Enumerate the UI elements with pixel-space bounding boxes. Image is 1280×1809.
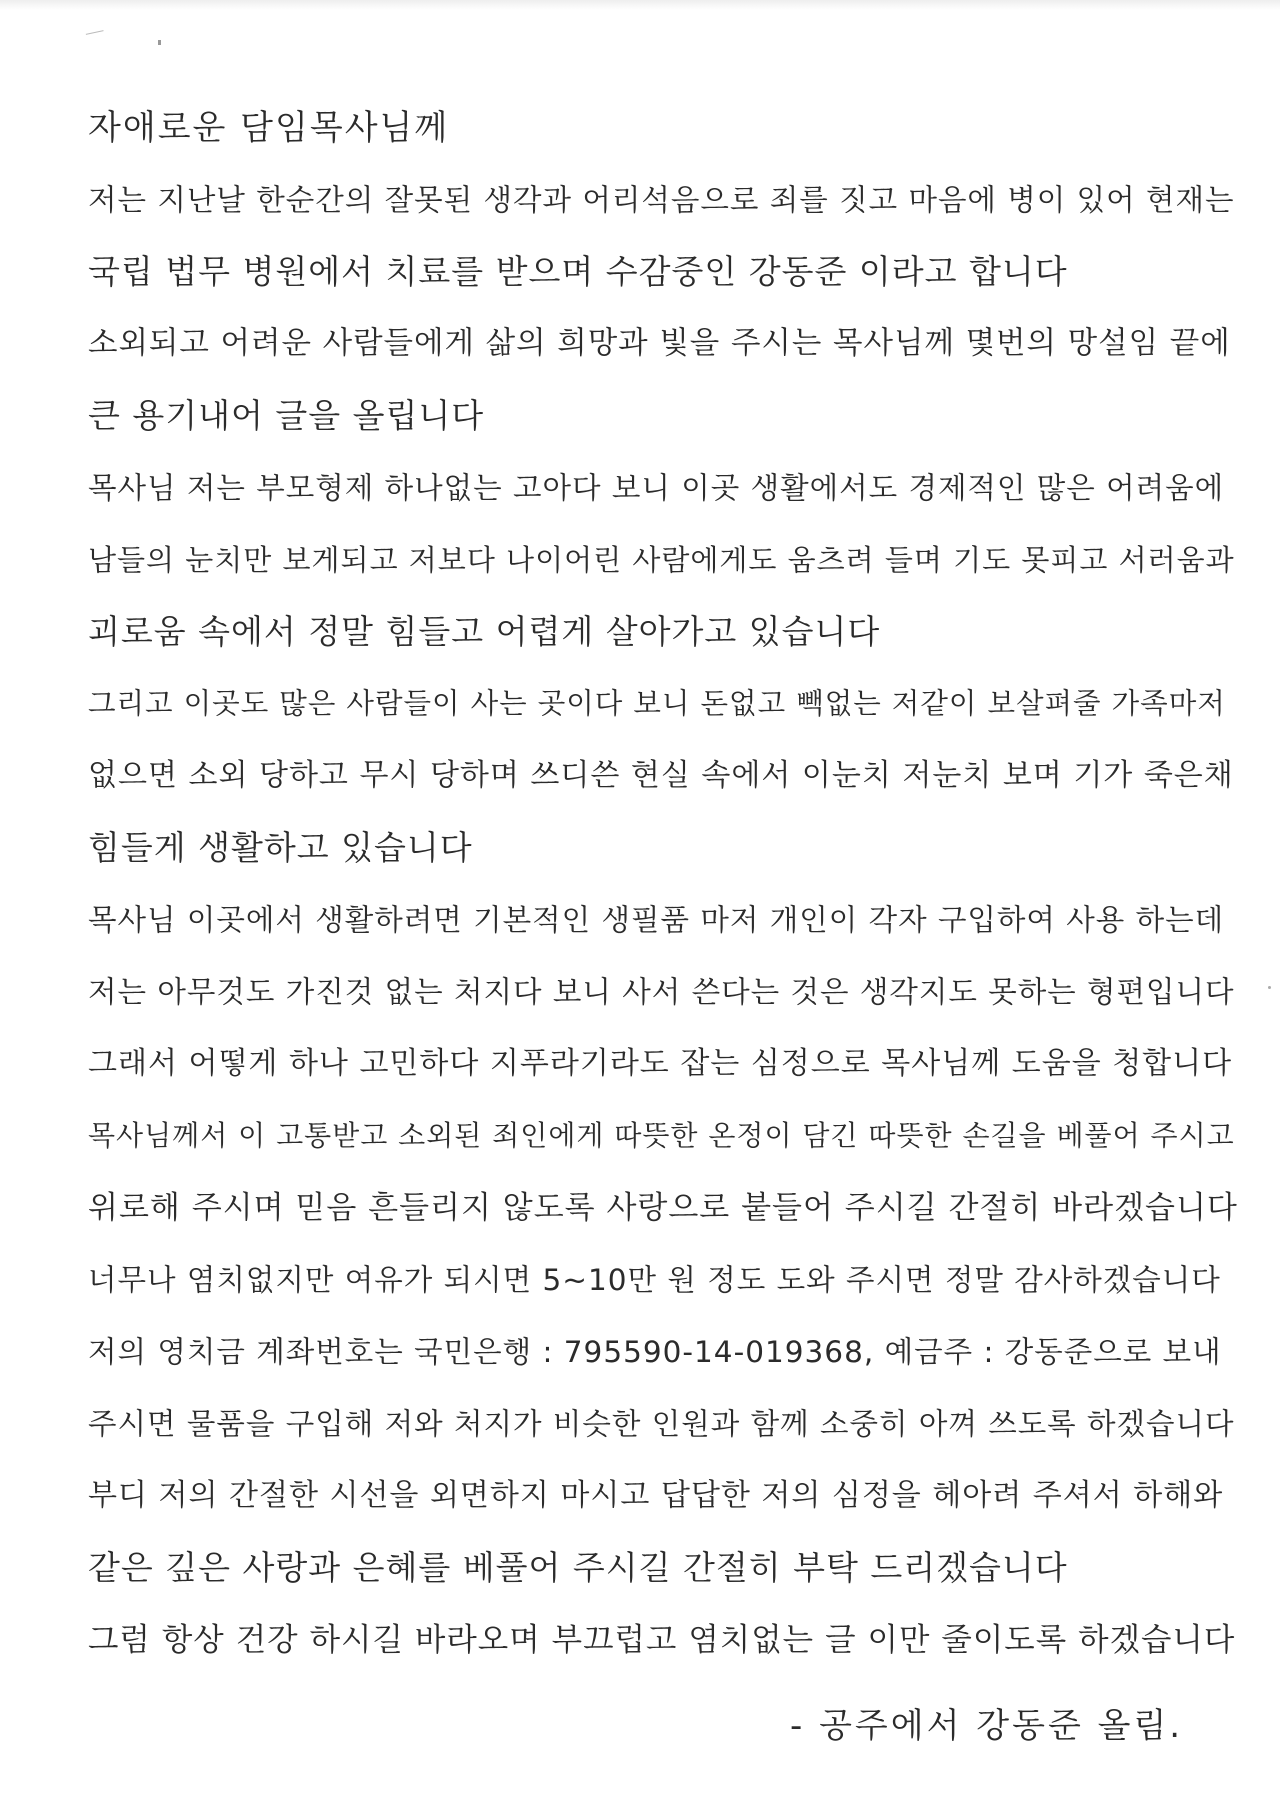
letter-line: 그리고 이곳도 많은 사람들이 사는 곳이다 보니 돈없고 빽없는 저같이 보살펴줄 가족마저 [88, 687, 1226, 720]
letter-line: 국립 법무 병원에서 치료를 받으며 수감중인 강동준 이라고 합니다 [88, 252, 1068, 291]
letter-line: 목사님 저는 부모형제 하나없는 고아다 보니 이곳 생활에서도 경제적인 많은 어려움에 [88, 471, 1225, 505]
letter-line: 같은 깊은 사랑과 은혜를 베풀어 주시길 간절히 부탁 드리겠습니다 [88, 1548, 1068, 1587]
letter-body [88, 92, 1238, 1676]
letter-line: 주시면 물품을 구입해 저와 처지가 비슷한 인원과 함께 소중히 아껴 쓰도록 하겠습니다 [88, 1407, 1235, 1441]
letter-salutation: 자애로운 담임목사님께 [88, 108, 450, 148]
letter-line: 저의 영치금 계좌번호는 국민은행 : 795590-14-019368, 예금주 : 강동준으로 보내 [88, 1335, 1222, 1369]
letter-line: 큰 용기내어 글을 올립니다 [88, 396, 485, 435]
letter-line: 소외되고 어려운 사람들에게 삶의 희망과 빛을 주시는 목사님께 몇번의 망설임 끝에 [88, 326, 1231, 361]
letter-line: 너무나 염치없지만 여유가 되시면 5~10만 원 정도 도와 주시면 정말 감사하겠습니다 [88, 1263, 1221, 1297]
letter-line: 저는 지난날 한순간의 잘못된 생각과 어리석음으로 죄를 짓고 마음에 병이 있어 현재는 [88, 183, 1235, 217]
letter-line: 위로해 주시며 믿음 흔들리지 않도록 사랑으로 붙들어 주시길 간절히 바라겠습니다 [88, 1190, 1238, 1226]
letter-signature: - 공주에서 강동준 올림. [790, 1706, 1184, 1746]
stray-pen-dot-right [1268, 986, 1271, 989]
letter-line: 없으면 소외 당하고 무시 당하며 쓰디쓴 현실 속에서 이눈치 저눈치 보며 기가 죽은채 [88, 758, 1234, 793]
letter-line: 목사님께서 이 고통받고 소외된 죄인에게 따뜻한 온정이 담긴 따뜻한 손길을 베풀어 주시고 [88, 1119, 1235, 1152]
stray-pen-dot [158, 40, 161, 45]
letter-line: 부디 저의 간절한 시선을 외면하지 마시고 답답한 저의 심정을 헤아려 주셔서 하해와 [88, 1478, 1224, 1513]
letter-line: 그럼 항상 건강 하시길 바라오며 부끄럽고 염치없는 글 이만 줄이도록 하겠습니다 [88, 1622, 1236, 1658]
letter-line: 괴로움 속에서 정말 힘들고 어렵게 살아가고 있습니다 [88, 612, 881, 651]
letter-line: 저는 아무것도 가진것 없는 처지다 보니 사서 쓴다는 것은 생각지도 못하는 형편입니다 [88, 975, 1235, 1009]
stray-pen-mark [86, 30, 104, 38]
letter-line: 남들의 눈치만 보게되고 저보다 나이어린 사람에게도 움츠려 들며 기도 못피고 서러움과 [88, 543, 1235, 577]
letter-line: 목사님 이곳에서 생활하려면 기본적인 생필품 마저 개인이 각자 구입하여 사용 하는데 [88, 903, 1225, 937]
letter-line: 힘들게 생활하고 있습니다 [88, 828, 473, 867]
scan-top-edge [0, 0, 1280, 10]
letter-line: 그래서 어떻게 하나 고민하다 지푸라기라도 잡는 심정으로 목사님께 도움을 청합니다 [88, 1046, 1233, 1081]
